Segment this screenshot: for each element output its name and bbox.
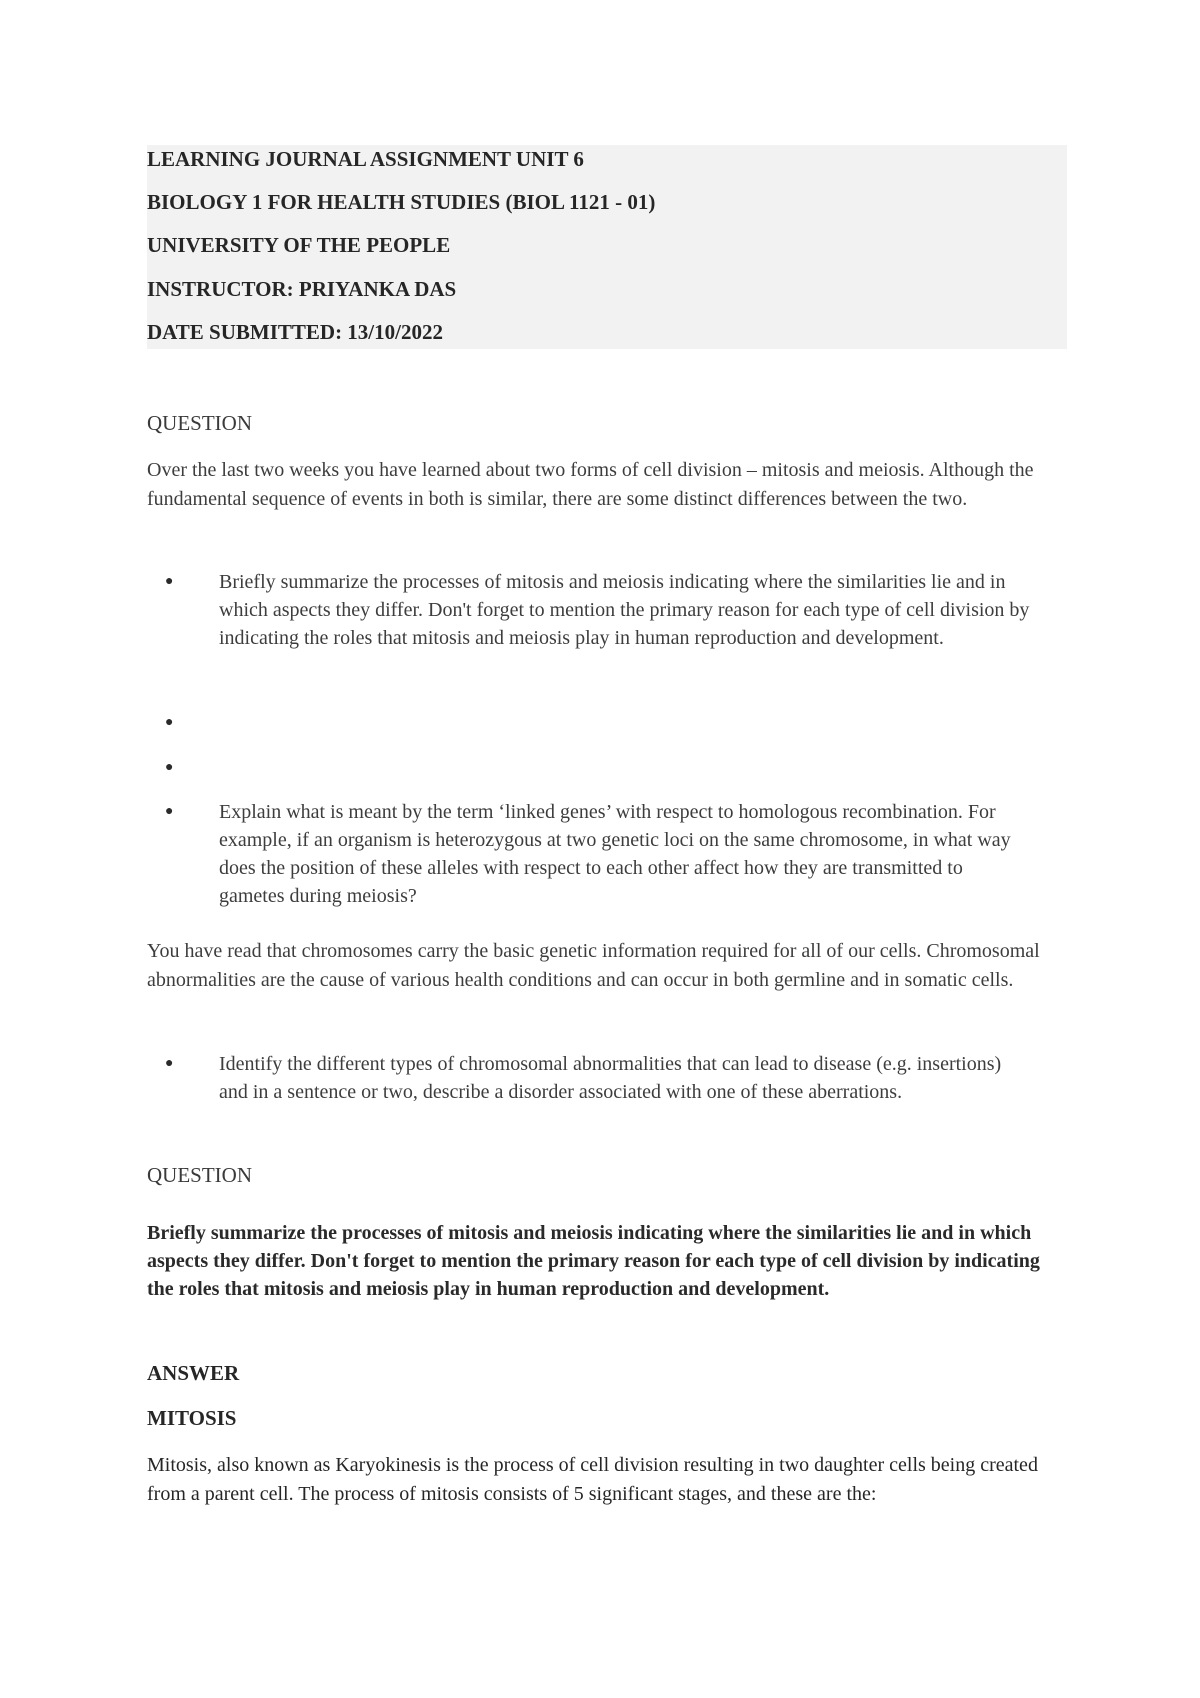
bullet-icon: ●	[165, 760, 174, 775]
header-block	[147, 145, 1067, 349]
list-item: ● Identify the different types of chromosomal abnormalities that can lead to disease (e.g. insertions) and in a sentence or two, describe a disorder associated with one of these aberrations.	[185, 1050, 1031, 1106]
university-name: UNIVERSITY OF THE PEOPLE	[147, 233, 451, 257]
bullet-icon: ●	[165, 715, 174, 730]
bullet-icon: ●	[165, 1056, 174, 1071]
assignment-title: LEARNING JOURNAL ASSIGNMENT UNIT 6	[147, 147, 584, 171]
instructor-name: INSTRUCTOR: PRIYANKA DAS	[147, 277, 457, 301]
question-heading-2: QUESTION	[147, 1163, 252, 1187]
list-item: ● Explain what is meant by the term ‘linked genes’ with respect to homologous recombination. For example, if an organism is heterozygous at two genetic loci on the same chromosome, in what way does the position of these alleles with respect to each other affect how they are transmitted to gametes during meiosis?	[185, 798, 1031, 910]
question-text-bold: Briefly summarize the processes of mitosis and meiosis indicating where the similarities lie and in which aspects they differ. Don't forget to mention the primary reason for each type of cell division by indicating the roles that mitosis and meiosis play in human reproduction and development.	[147, 1222, 1040, 1300]
date-submitted: DATE SUBMITTED: 13/10/2022	[147, 320, 443, 344]
mitosis-heading: MITOSIS	[147, 1406, 237, 1430]
question-intro: Over the last two weeks you have learned about two forms of cell division – mitosis and meiosis. Although the fundamental sequence of events in both is similar, there are some distinct differences between the two.	[147, 459, 1034, 510]
answer-heading: ANSWER	[147, 1361, 240, 1385]
list-item: ● Briefly summarize the processes of mitosis and meiosis indicating where the similarities lie and in which aspects they differ. Don't forget to mention the primary reason for each type of cell division by indicating the roles that mitosis and meiosis play in human reproduction and development.	[185, 568, 1031, 652]
course-name: BIOLOGY 1 FOR HEALTH STUDIES (BIOL 1121 - 01)	[147, 190, 656, 214]
question-heading: QUESTION	[147, 411, 252, 435]
bullet-icon: ●	[165, 574, 174, 589]
bullet-icon: ●	[165, 804, 174, 819]
chromosome-paragraph: You have read that chromosomes carry the basic genetic information required for all of our cells. Chromosomal abnormalities are the cause of various health conditions and can occur in both germline and in somatic cells.	[147, 940, 1040, 991]
mitosis-paragraph: Mitosis, also known as Karyokinesis is the process of cell division resulting in two daughter cells being created from a parent cell. The process of mitosis consists of 5 significant stages, and these are the:	[147, 1454, 1038, 1505]
